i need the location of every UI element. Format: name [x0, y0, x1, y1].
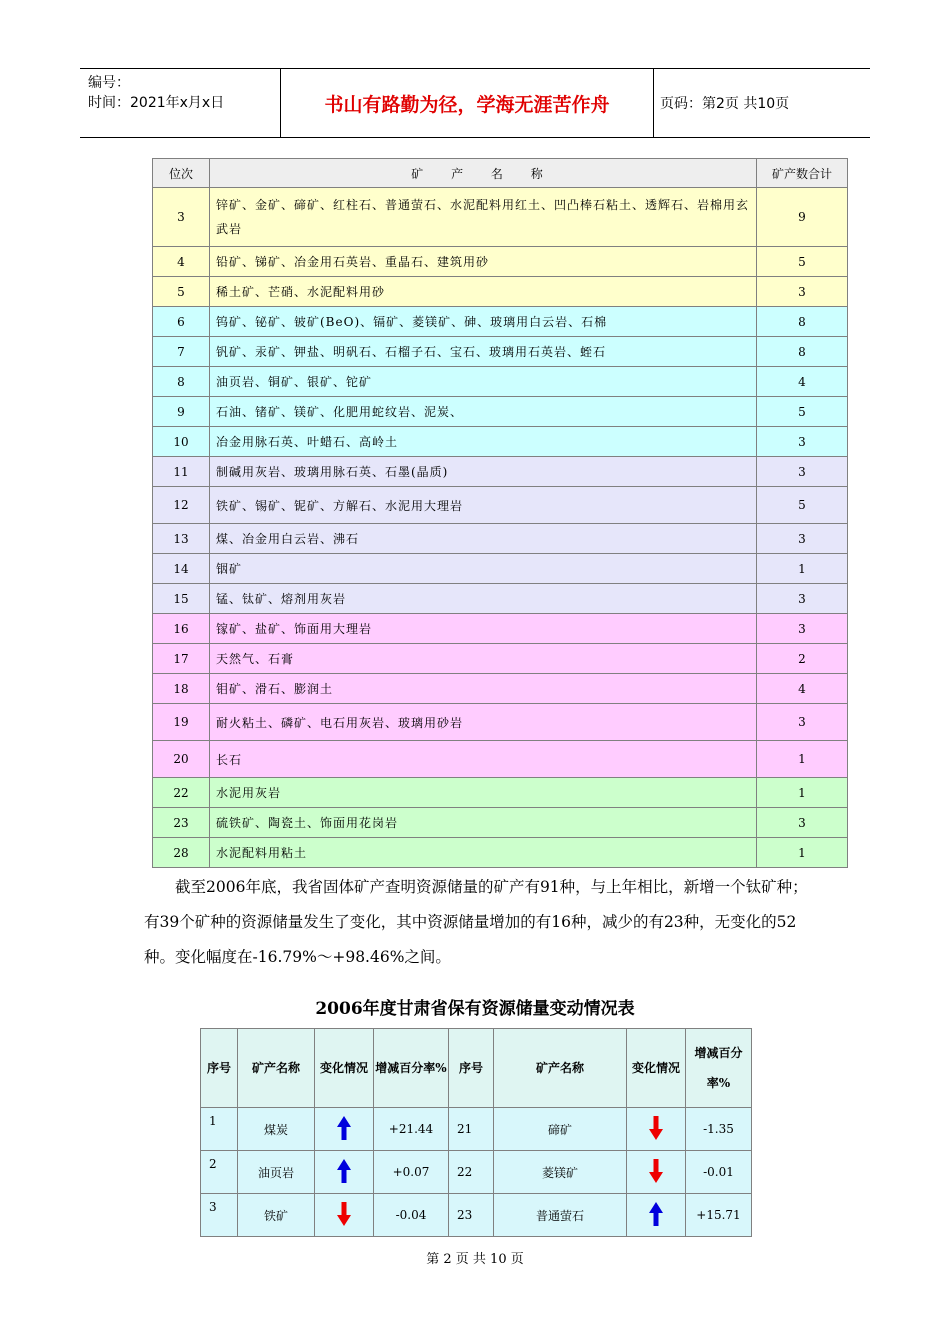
rank-cell: 15 — [153, 584, 210, 614]
table-row — [153, 524, 848, 554]
header-change-1: 变化情况 — [315, 1029, 374, 1108]
header-seq-2: 序号 — [449, 1029, 494, 1108]
change-cell — [315, 1194, 374, 1237]
count-cell: 1 — [757, 741, 848, 778]
count-cell: 3 — [757, 524, 848, 554]
mineral-cell: 菱镁矿 — [494, 1151, 627, 1194]
mineral-names-cell: 耐火粘土、磷矿、电石用灰岩、玻璃用砂岩 — [210, 704, 757, 741]
rank-cell: 12 — [153, 487, 210, 524]
table2-title: 2006年度甘肃省保有资源储量变动情况表 — [315, 999, 635, 1019]
mineral-names-cell: 长石 — [210, 741, 757, 778]
count-cell: 9 — [757, 188, 848, 247]
header-mineral-2: 矿产名称 — [494, 1029, 627, 1108]
seq-cell: 3 — [201, 1194, 238, 1237]
paragraph-text: 截至2006年底，我省固体矿产查明资源储量的矿产有91种，与上年相比，新增一个钛矿种；有39个矿种的资源储量发生了变化，其中资源储量增加的有16种，减少的有23种，无变化的52种。变化幅度在-16.79%～+98.46%之间。 — [144, 878, 808, 966]
header-percent-2: 增减百分率% — [686, 1029, 752, 1108]
percent-cell: +0.07 — [374, 1151, 449, 1194]
mineral-cell: 铁矿 — [238, 1194, 315, 1237]
rank-cell: 20 — [153, 741, 210, 778]
mineral-names-cell: 钼矿、滑石、膨润土 — [210, 674, 757, 704]
table-row — [153, 741, 848, 778]
page-header — [80, 68, 870, 138]
table-row — [153, 337, 848, 367]
rank-cell: 18 — [153, 674, 210, 704]
count-cell: 4 — [757, 367, 848, 397]
mineral-names-cell: 锌矿、金矿、碲矿、红柱石、普通萤石、水泥配料用红土、凹凸棒石粘土、透辉石、岩棉用玄武岩 — [210, 188, 757, 247]
rank-cell: 10 — [153, 427, 210, 457]
rank-cell: 17 — [153, 644, 210, 674]
number-label: 编号： — [88, 75, 130, 91]
percent-cell: -0.04 — [374, 1194, 449, 1237]
seq-cell: 2 — [201, 1151, 238, 1194]
count-cell: 3 — [757, 277, 848, 307]
table-row — [153, 397, 848, 427]
rank-cell: 6 — [153, 307, 210, 337]
count-cell: 5 — [757, 487, 848, 524]
count-cell: 1 — [757, 554, 848, 584]
time-label: 时间：2021年x月x日 — [88, 95, 225, 111]
mineral-names-cell: 硫铁矿、陶瓷土、饰面用花岗岩 — [210, 808, 757, 838]
table-row — [153, 247, 848, 277]
table-row — [201, 1194, 752, 1237]
mineral-names-cell: 天然气、石膏 — [210, 644, 757, 674]
rank-cell: 8 — [153, 367, 210, 397]
count-cell: 4 — [757, 674, 848, 704]
mineral-names-cell: 铟矿 — [210, 554, 757, 584]
table-row — [153, 644, 848, 674]
count-cell: 5 — [757, 247, 848, 277]
table-row — [153, 307, 848, 337]
change-cell — [315, 1151, 374, 1194]
mineral-names-cell: 镓矿、盐矿、饰面用大理岩 — [210, 614, 757, 644]
header-mineral-name: 矿 产 名 称 — [210, 159, 757, 188]
count-cell: 3 — [757, 427, 848, 457]
rank-cell: 23 — [153, 808, 210, 838]
rank-cell: 11 — [153, 457, 210, 487]
count-cell: 8 — [757, 307, 848, 337]
count-cell: 2 — [757, 644, 848, 674]
mineral-names-cell: 铅矿、锑矿、冶金用石英岩、重晶石、建筑用砂 — [210, 247, 757, 277]
count-cell: 3 — [757, 808, 848, 838]
rank-cell: 7 — [153, 337, 210, 367]
table-header-row — [153, 159, 848, 188]
arrow-up-icon — [337, 1159, 351, 1183]
seq-cell: 1 — [201, 1108, 238, 1151]
body-paragraph — [144, 870, 820, 975]
header-count: 矿产数合计 — [757, 159, 848, 188]
mineral-names-cell: 铁矿、锡矿、铌矿、方解石、水泥用大理岩 — [210, 487, 757, 524]
mineral-names-cell: 锰、钛矿、熔剂用灰岩 — [210, 584, 757, 614]
count-cell: 1 — [757, 778, 848, 808]
change-cell — [627, 1151, 686, 1194]
header-page-info: 页码：第2页 共10页 — [660, 96, 790, 112]
mineral-cell: 煤炭 — [238, 1108, 315, 1151]
arrow-up-icon — [649, 1202, 663, 1226]
percent-cell: -1.35 — [686, 1108, 752, 1151]
table-row — [153, 584, 848, 614]
arrow-down-icon — [649, 1159, 663, 1183]
table-row — [153, 188, 848, 247]
arrow-down-icon — [649, 1116, 663, 1140]
rank-cell: 4 — [153, 247, 210, 277]
rank-cell: 13 — [153, 524, 210, 554]
mineral-names-cell: 水泥配料用粘土 — [210, 838, 757, 868]
page-footer: 第 2 页 共 10 页 — [426, 1252, 524, 1267]
seq-cell: 23 — [449, 1194, 494, 1237]
mineral-names-cell: 钨矿、铋矿、铍矿(BeO)、镉矿、菱镁矿、砷、玻璃用白云岩、石棉 — [210, 307, 757, 337]
mineral-names-cell: 水泥用灰岩 — [210, 778, 757, 808]
count-cell: 8 — [757, 337, 848, 367]
table-row — [201, 1108, 752, 1151]
change-cell — [627, 1194, 686, 1237]
percent-cell: +21.44 — [374, 1108, 449, 1151]
header-mineral-1: 矿产名称 — [238, 1029, 315, 1108]
table-row — [153, 554, 848, 584]
mineral-names-cell: 煤、冶金用白云岩、沸石 — [210, 524, 757, 554]
rank-cell: 28 — [153, 838, 210, 868]
mineral-names-cell: 石油、锗矿、镁矿、化肥用蛇纹岩、泥炭、 — [210, 397, 757, 427]
table-row — [153, 778, 848, 808]
header-info — [88, 73, 283, 113]
table-row — [153, 674, 848, 704]
change-cell — [315, 1108, 374, 1151]
table-row — [153, 457, 848, 487]
rank-cell: 5 — [153, 277, 210, 307]
header-seq-1: 序号 — [201, 1029, 238, 1108]
rank-cell: 16 — [153, 614, 210, 644]
arrow-up-icon — [337, 1116, 351, 1140]
count-cell: 3 — [757, 584, 848, 614]
rank-cell: 19 — [153, 704, 210, 741]
header-rank: 位次 — [153, 159, 210, 188]
mineral-names-cell: 制碱用灰岩、玻璃用脉石英、石墨(晶质) — [210, 457, 757, 487]
change-cell — [627, 1108, 686, 1151]
header-motto: 书山有路勤为径，学海无涯苦作舟 — [280, 69, 654, 137]
mineral-cell: 碲矿 — [494, 1108, 627, 1151]
mineral-cell: 油页岩 — [238, 1151, 315, 1194]
rank-cell: 14 — [153, 554, 210, 584]
header-percent-1: 增减百分率% — [374, 1029, 449, 1108]
reserve-change-table — [200, 1028, 752, 1237]
percent-cell: -0.01 — [686, 1151, 752, 1194]
table-row — [153, 487, 848, 524]
mineral-names-cell: 钒矿、汞矿、钾盐、明矾石、石榴子石、宝石、玻璃用石英岩、蛭石 — [210, 337, 757, 367]
header-change-2: 变化情况 — [627, 1029, 686, 1108]
table-row — [153, 367, 848, 397]
seq-cell: 22 — [449, 1151, 494, 1194]
rank-cell: 3 — [153, 188, 210, 247]
table2-header-row — [201, 1029, 752, 1108]
table-row — [153, 427, 848, 457]
count-cell: 1 — [757, 838, 848, 868]
count-cell: 3 — [757, 704, 848, 741]
arrow-down-icon — [337, 1202, 351, 1226]
count-cell: 3 — [757, 614, 848, 644]
mineral-rank-table — [152, 158, 848, 868]
mineral-cell: 普通萤石 — [494, 1194, 627, 1237]
rank-cell: 9 — [153, 397, 210, 427]
mineral-names-cell: 油页岩、铜矿、银矿、铊矿 — [210, 367, 757, 397]
mineral-names-cell: 冶金用脉石英、叶蜡石、高岭土 — [210, 427, 757, 457]
table-row — [201, 1151, 752, 1194]
mineral-names-cell: 稀土矿、芒硝、水泥配料用砂 — [210, 277, 757, 307]
count-cell: 3 — [757, 457, 848, 487]
table-row — [153, 808, 848, 838]
table-row — [153, 614, 848, 644]
rank-cell: 22 — [153, 778, 210, 808]
seq-cell: 21 — [449, 1108, 494, 1151]
table-row — [153, 704, 848, 741]
count-cell: 5 — [757, 397, 848, 427]
table-row — [153, 838, 848, 868]
percent-cell: +15.71 — [686, 1194, 752, 1237]
table-row — [153, 277, 848, 307]
